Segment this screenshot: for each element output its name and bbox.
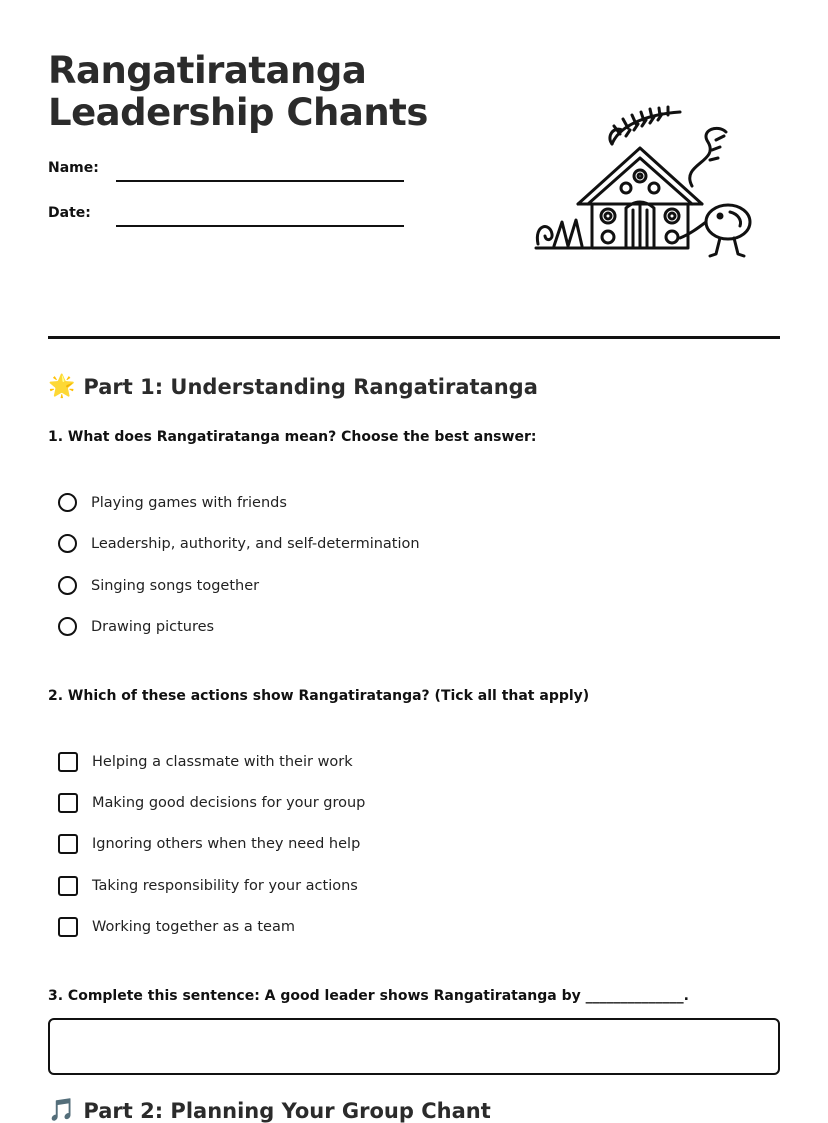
checkbox[interactable] [58,752,78,772]
part2-heading-text: Part 2: Planning Your Group Chant [83,1098,491,1123]
q2-option-1[interactable] [58,752,353,772]
option-label: Leadership, authority, and self-determination [91,535,420,552]
question-1: 1. What does Rangatiratanga mean? Choose the best answer: [48,429,537,445]
option-label: Singing songs together [91,577,260,594]
date-label: Date: [48,205,91,221]
radio-button[interactable] [58,493,77,512]
q2-option-5[interactable] [58,917,295,937]
date-field[interactable] [116,225,404,227]
option-label: Making good decisions for your group [92,795,366,811]
option-label: Helping a classmate with their work [92,754,353,770]
checkbox[interactable] [58,917,78,937]
wharenui-fern-kiwi-icon [530,104,760,262]
q1-option-4[interactable] [58,617,214,636]
option-label: Working together as a team [92,919,295,935]
checkbox[interactable] [58,834,78,854]
worksheet-title [48,50,428,134]
q3-answer-input[interactable] [48,1018,780,1075]
option-label: Taking responsibility for your actions [92,878,358,894]
checkbox[interactable] [58,876,78,896]
question-2: 2. Which of these actions show Rangatiratanga? (Tick all that apply) [48,688,590,704]
radio-button[interactable] [58,617,77,636]
q2-option-2[interactable] [58,793,365,813]
question-3: 3. Complete this sentence: A good leader shows Rangatiratanga by ______________. [48,988,689,1004]
title-line-1: Rangatiratanga [48,49,367,92]
part1-heading [48,374,538,399]
music-note-icon: 🎵 [48,1098,76,1123]
radio-button[interactable] [58,534,77,553]
q1-option-3[interactable] [58,576,259,595]
option-label: Playing games with friends [91,494,287,511]
star-icon: 🌟 [48,374,76,399]
q1-option-1[interactable] [58,493,287,512]
option-label: Drawing pictures [91,618,215,635]
part2-heading [48,1098,491,1123]
section-divider [48,336,780,339]
radio-button[interactable] [58,576,77,595]
title-line-2: Leadership Chants [48,91,428,134]
name-field[interactable] [116,180,404,182]
option-label: Ignoring others when they need help [92,836,361,852]
q2-option-4[interactable] [58,876,358,896]
q1-option-2[interactable] [58,534,420,553]
name-label: Name: [48,160,99,176]
part1-heading-text: Part 1: Understanding Rangatiratanga [83,374,538,399]
q2-option-3[interactable] [58,834,360,854]
checkbox[interactable] [58,793,78,813]
